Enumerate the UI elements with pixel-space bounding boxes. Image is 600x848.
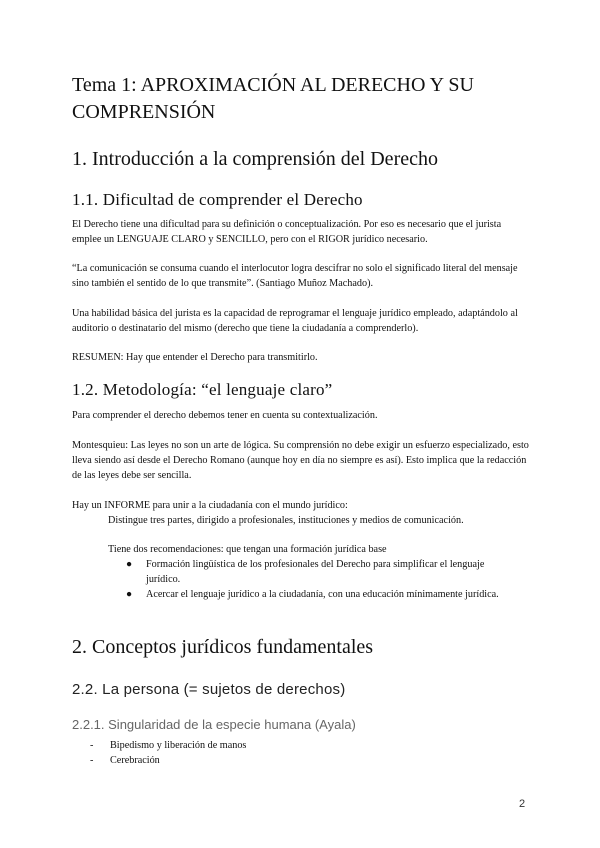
section-1-heading: 1. Introducción a la comprensión del Derecho bbox=[72, 148, 438, 170]
section-1-1-heading: 1.1. Dificultad de comprender el Derecho bbox=[72, 190, 363, 209]
section-2-2-1-heading: 2.2.1. Singularidad de la especie humana (Ayala) bbox=[72, 717, 356, 732]
dash-icon: - bbox=[90, 755, 94, 766]
paragraph-recommendations: Tiene dos recomendaciones: que tengan una formación jurídica base bbox=[108, 544, 387, 555]
paragraph-montesquieu: Montesquieu: Las leyes no son un arte de lógica. Su comprensión no debe exigir un esfuerzo especializado, esto lleva siendo así desde el Derecho Romano (aunque hoy en día no siempre es así). Esto implica que la redacción de las leyes debe ser sencilla. bbox=[72, 440, 529, 481]
section-1-2-heading: 1.2. Metodología: “el lenguaje claro” bbox=[72, 380, 333, 399]
list-item: ● Acercar el lenguaje jurídico a la ciudadanía, con una educación mínimamente jurídica. bbox=[126, 589, 499, 600]
dash-icon: - bbox=[90, 740, 94, 751]
list-item: - Bipedismo y liberación de manos bbox=[90, 740, 247, 751]
paragraph-skill: Una habilidad básica del jurista es la capacidad de reprogramar el lenguaje jurídico empleado, adaptándolo al auditorio o destinatario del mismo (derecho que tiene la ciudadanía a comprenderlo). bbox=[72, 308, 518, 334]
section-2-2-heading: 2.2. La persona (= sujetos de derechos) bbox=[72, 681, 346, 698]
singularity-list bbox=[90, 738, 510, 768]
recommendations-list bbox=[126, 557, 516, 602]
paragraph-context: Para comprender el derecho debemos tener en cuenta su contextualización. bbox=[72, 410, 378, 421]
section-2-heading: 2. Conceptos jurídicos fundamentales bbox=[72, 636, 374, 658]
paragraph-definition: El Derecho tiene una dificultad para su definición o conceptualización. Por eso es necesario que el jurista emplee un LENGUAJE CLARO y SENCILLO, pero con el RIGOR jurídico necesario. bbox=[72, 219, 502, 245]
paragraph-summary: RESUMEN: Hay que entender el Derecho para transmitirlo. bbox=[72, 352, 318, 363]
document-title: Tema 1: APROXIMACIÓN AL DERECHO Y SU COMPRENSIÓN bbox=[72, 74, 474, 123]
list-item: ● Formación lingüística de los profesionales del Derecho para simplificar el lenguaje jurídico. bbox=[126, 559, 485, 585]
paragraph-informe: Hay un INFORME para unir a la ciudadanía con el mundo jurídico: bbox=[72, 500, 348, 511]
paragraph-informe-parts: Distingue tres partes, dirigido a profesionales, instituciones y medios de comunicación. bbox=[108, 515, 464, 526]
page-number: 2 bbox=[519, 798, 526, 810]
bullet-icon: ● bbox=[126, 589, 133, 600]
paragraph-quote: “La comunicación se consuma cuando el interlocutor logra descifrar no solo el significado literal del mensaje sino también el sentido de lo que transmite”. (Santiago Muñoz Machado). bbox=[72, 263, 518, 289]
bullet-icon: ● bbox=[126, 559, 133, 570]
list-item: - Cerebración bbox=[90, 755, 160, 766]
